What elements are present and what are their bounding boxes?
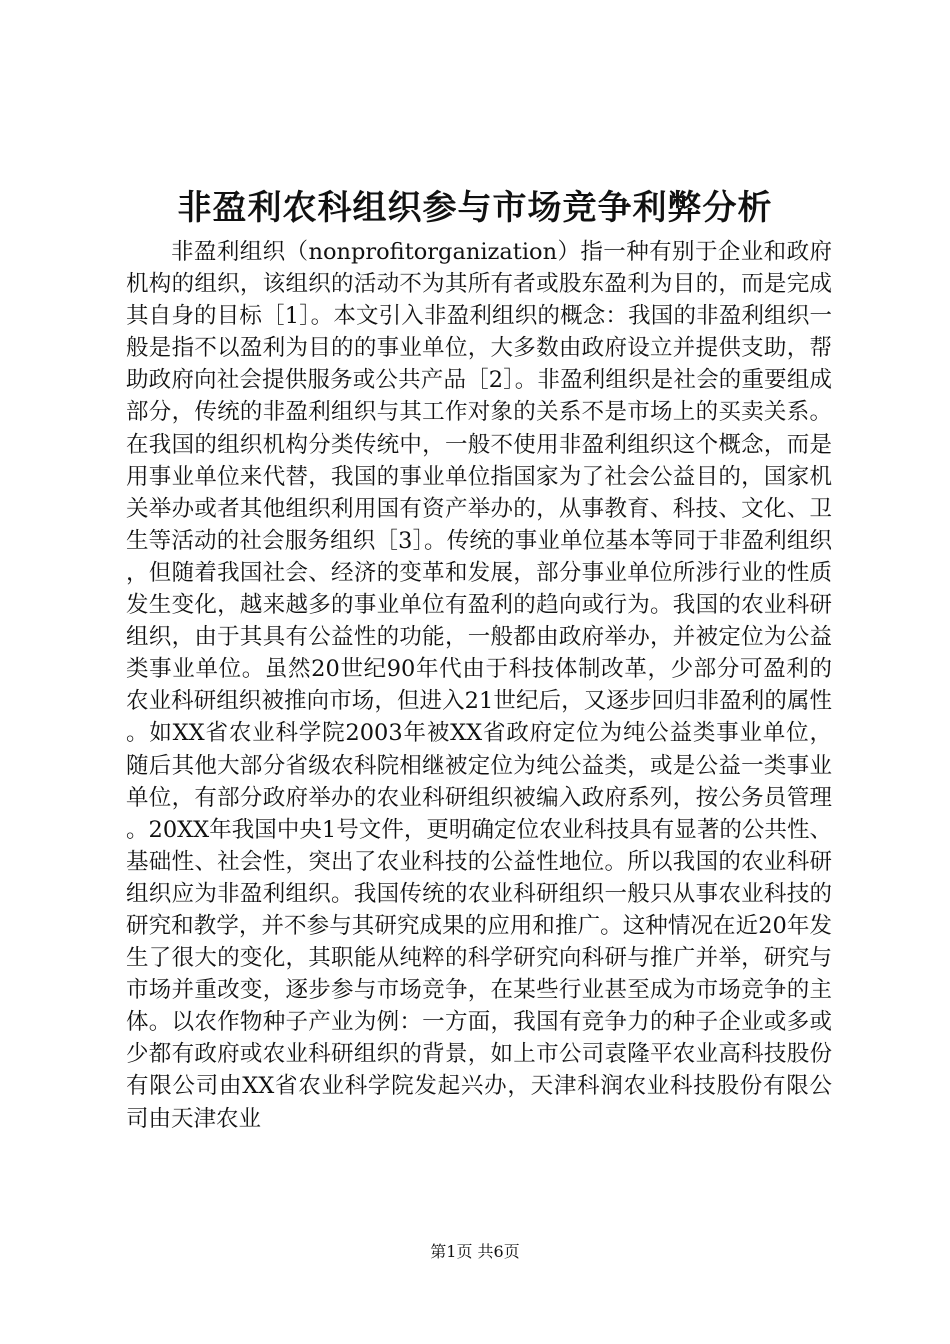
document-title: 非盈利农科组织参与市场竞争利弊分析 <box>177 188 773 228</box>
page-number-footer: 第1页 共6页 <box>430 1242 520 1261</box>
document-body-paragraph: 非盈利组织（nonprofitorganization）指一种有别于企业和政府机构的组织，该组织的活动不为其所有者或股东盈利为目的，而是完成其自身的目标［1］。本文引入非盈利组织的概念：我国的非盈利组织一般是指不以盈利为目的的事业单位，大多数由政府设立并提供支助，帮助政府向社会提供服务或公共产品［2］。非盈利组织是社会的重要组成部分，传统的非盈利组织与其工作对象的关系不是市场上的买卖关系。在我国的组织机构分类传统中，一般不使用非盈利组织这个概念，而是用事业单位来代替，我国的事业单位指国家为了社会公益目的，国家机关举办或者其他组织利用国有资产举办的，从事教育、科技、文化、卫生等活动的社会服务组织［3］。传统的事业单位基本等同于非盈利组织，但随着我国社会、经济的变革和发展，部分事业单位所涉行业的性质发生变化，越来越多的事业单位有盈利的趋向或行为。我国的农业科研组织，由于其具有公益性的功能，一般都由政府举办，并被定位为公益类事业单位。虽然20世纪90年代由于科技体制改革，少部分可盈利的农业科研组织被推向市场，但进入21世纪后，又逐步回归非盈利的属性。如XX省农业科学院2003年被XX省政府定位为纯公益类事业单位，随后其他大部分省级农科院相继被定位为纯公益类，或是公益一类事业单位，有部分政府举办的农业科研组织被编入政府系列，按公务员管理。20XX年我国中央1号文件，更明确定位农业科技具有显著的公共性、基础性、社会性，突出了农业科技的公益性地位。所以我国的农业科研组织应为非盈利组织。我国传统的农业科研组织一般只从事农业科技的研究和教学，并不参与其研究成果的应用和推广。这种情况在近20年发生了很大的变化，其职能从纯粹的科学研究向科研与推广并举，研究与市场并重改变，逐步参与市场竞争，在某些行业甚至成为市场竞争的主体。以农作物种子产业为例：一方面，我国有竞争力的种子企业或多或少都有政府或农业科研组织的背景，如上市公司袁隆平农业高科技股份有限公司由XX省农业科学院发起兴办，天津科润农业科技股份有限公司由天津农业 <box>126 239 832 1132</box>
